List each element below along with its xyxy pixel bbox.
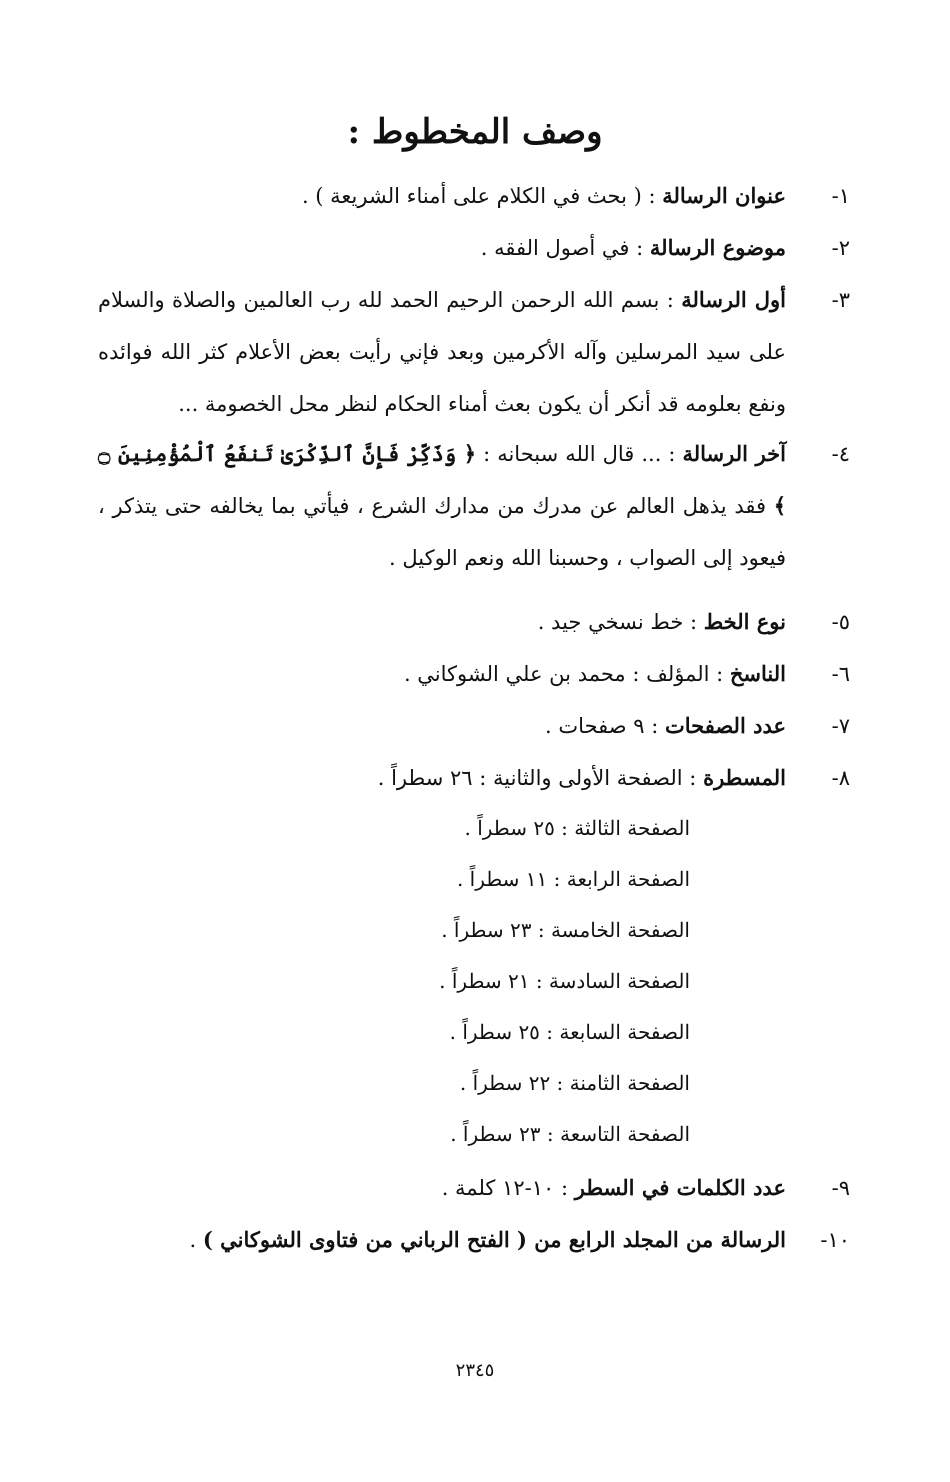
page-line-count: الصفحة الرابعة : ١١ سطراً . [456,867,690,891]
page-line-count: الصفحة التاسعة : ٢٣ سطراً . [450,1122,690,1146]
page-line-count: الصفحة السادسة : ٢١ سطراً . [439,969,690,993]
list-item-9 [98,1162,858,1214]
item-text-continued: فقد يذهل العالم عن مدرك من مدارك الشرع ، فيأتي بما يخالفه حتى يتذكر ، فيعود إلى الصواب ، وحسبنا الله ونعم الوكيل . [98,494,786,570]
item-label: آخر الرسالة [682,441,787,466]
page-title: وصف المخطوط : [347,112,603,152]
item-text: . [189,1228,203,1252]
list-item-8 [98,752,858,804]
item-number: ١٠- [820,1228,850,1252]
item-label: عدد الصفحات [664,713,786,738]
item-label: أول الرسالة [681,287,786,312]
item-number: ٤- [831,442,850,466]
item-text: : الصفحة الأولى والثانية : ٢٦ سطراً . [377,766,704,790]
item-number: ٨- [831,766,850,790]
item-text: : في أصول الفقه . [480,236,650,260]
item-number: ١- [831,184,850,208]
item-text: : بسم الله الرحمن الرحيم الحمد لله رب العالمين والصلاة والسلام على سيد المرسلين وآله الأكرمين وبعد فإني رأيت بعض الأعلام كثر الله فوائده ونفع بعلومه قد أنكر أن يكون بعث أمناء الحكام لنظر محل الخصومة ... [98,288,786,416]
list-item-3 [98,274,858,430]
page-line-count: الصفحة الثامنة : ٢٢ سطراً . [459,1071,690,1095]
quran-verse: ﴿ وَذَكِّرْ فَإِنَّ ٱلذِّكْرَىٰ تَنفَعُ ٱلْمُؤْمِنِينَ ۝ ﴾ [98,441,786,518]
item-label: نوع الخط [703,609,786,634]
list-item-2 [98,222,858,274]
item-label: عنوان الرسالة [662,183,786,208]
item-text: : ... قال الله سبحانه : [476,442,683,466]
list-item-4 [98,428,858,584]
item-label: الناسخ [729,661,786,686]
item-label: عدد الكلمات في السطر [574,1175,786,1200]
page-line-count: الصفحة الثالثة : ٢٥ سطراً . [464,816,690,840]
list-item-5 [98,596,858,648]
item-label: الرسالة من المجلد الرابع من ( الفتح الرباني من فتاوى الشوكاني ) [202,1227,786,1252]
list-item-6 [98,648,858,700]
item-number: ٧- [831,714,850,738]
item-text: : ٩ صفحات . [545,714,665,738]
item-text: : ( بحث في الكلام على أمناء الشريعة ) . [301,184,663,208]
list-item-10 [98,1214,858,1266]
list-item-1 [98,170,858,222]
page-line-count: الصفحة الخامسة : ٢٣ سطراً . [441,918,690,942]
page-number: ٢٣٤٥ [455,1360,495,1381]
item-text: : المؤلف : محمد بن علي الشوكاني . [403,662,730,686]
item-label: المسطرة [703,765,786,790]
item-number: ٢- [831,236,850,260]
item-text: : خط نسخي جيد . [537,610,704,634]
item-number: ٣- [831,288,850,312]
list-item-7 [98,700,858,752]
item-number: ٩- [831,1176,850,1200]
item-number: ٦- [831,662,850,686]
item-label: موضوع الرسالة [649,235,786,260]
item-text: : ١٠-١٢ كلمة . [441,1176,575,1200]
item-number: ٥- [831,610,850,634]
page-line-count: الصفحة السابعة : ٢٥ سطراً . [449,1020,690,1044]
